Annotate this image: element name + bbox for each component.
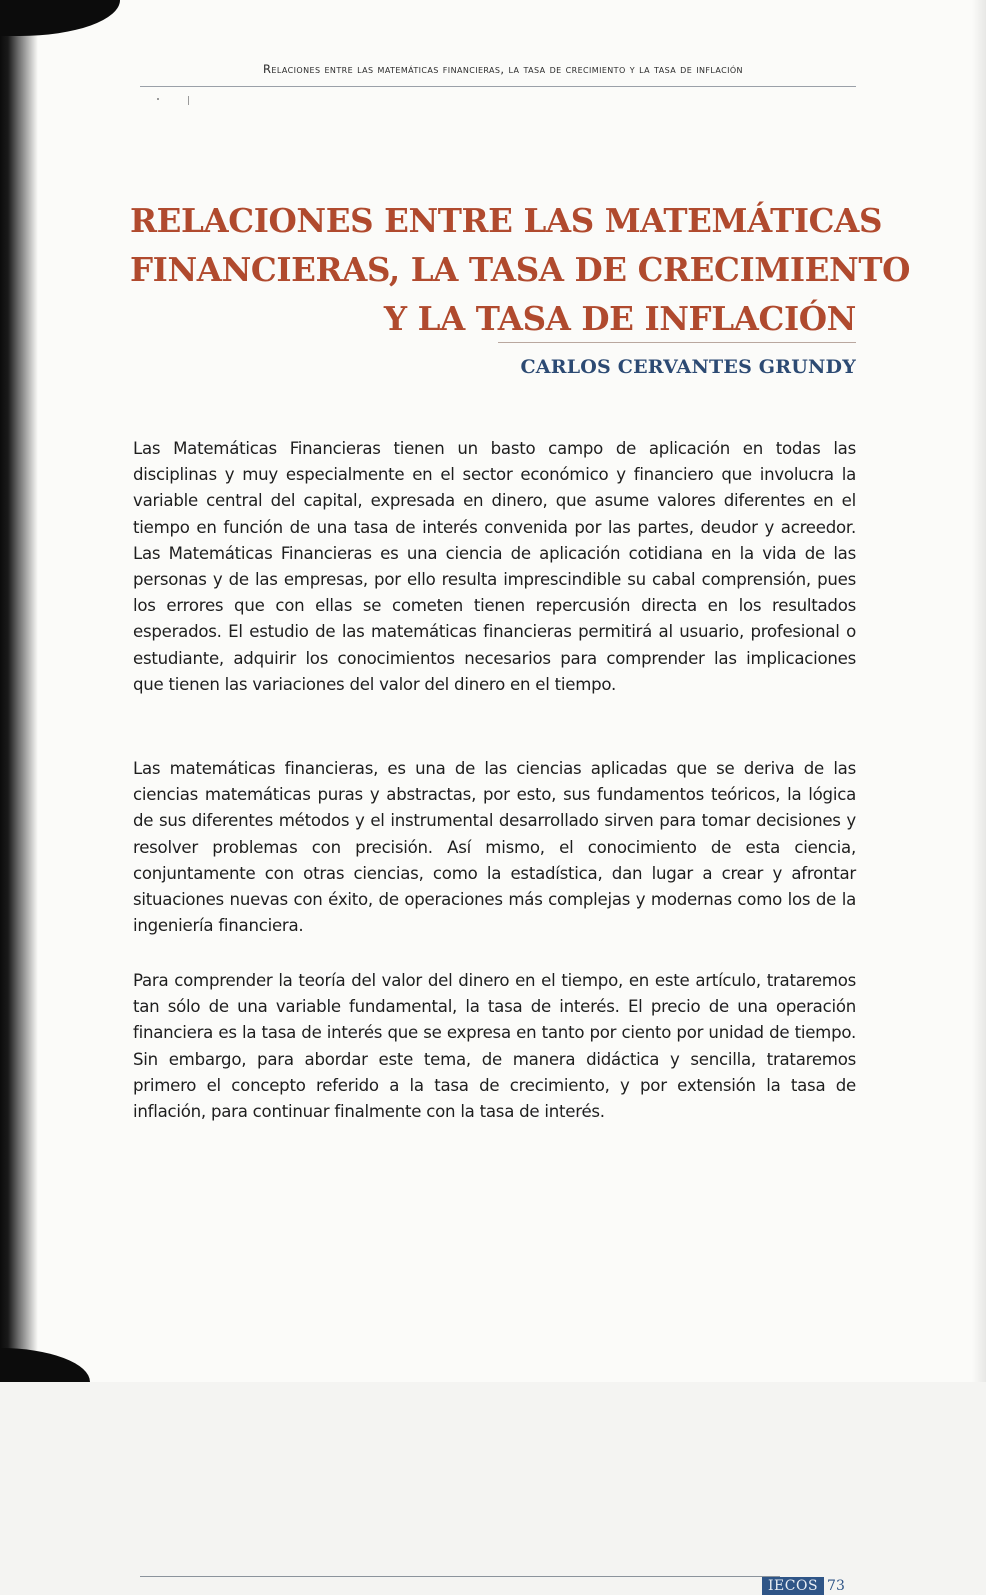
scan-speck	[188, 96, 189, 105]
article-title	[130, 196, 911, 343]
body-paragraph: Para comprender la teoría del valor del dinero en el tiempo, en este artículo, trataremos tan sólo de una variable fundamental, la tasa de interés. El precio de una operación financiera es la tasa de interés que se expresa en tanto por ciento por unidad de tiempo. Sin embargo, para abordar este tema, de manera didáctica y sencilla, trataremos primero el concepto referido a la tasa de crecimiento, y por extensión la tasa de inflación, para continuar finalmente con la tasa de interés.	[133, 971, 856, 1122]
author-name: CARLOS CERVANTES GRUNDY	[520, 356, 856, 378]
page-number: 73	[827, 1578, 845, 1594]
title-line: FINANCIERAS, LA TASA DE CRECIMIENTO	[130, 250, 911, 289]
scan-corner-top	[0, 0, 120, 36]
journal-badge: IECOS	[762, 1577, 824, 1595]
header-rule	[140, 86, 856, 87]
title-line: RELACIONES ENTRE LAS MATEMÁTICAS	[130, 201, 883, 240]
binding-shadow	[0, 0, 38, 1382]
title-line: Y LA TASA DE INFLACIÓN	[383, 299, 856, 338]
footer-rule	[140, 1576, 780, 1577]
body-paragraph: Las matemáticas financieras, es una de las ciencias aplicadas que se deriva de las ciencias matemáticas puras y abstractas, por esto, sus fundamentos teóricos, la lógica de sus diferentes métodos y el instrumental desarrollado sirven para tomar decisiones y resolver problemas con precisión. Así mismo, el conocimiento de esta ciencia, conjuntamente con otras ciencias, como la estadística, dan lugar a crear y afrontar situaciones nuevas con éxito, de operaciones más complejas y modernas como los de la ingeniería financiera.	[133, 759, 856, 936]
page-edge	[972, 0, 986, 1382]
scan-corner-bottom	[0, 1348, 90, 1382]
scan-speck	[157, 98, 159, 100]
title-rule	[498, 342, 856, 343]
body-paragraph: Las Matemáticas Financieras tienen un basto campo de aplicación en todas las disciplinas y muy especialmente en el sector económico y financiero que involucra la variable central del capital, expresada en dinero, que asume valores diferentes en el tiempo en función de una tasa de interés convenida por las partes, deudor y acreedor. Las Matemáticas Financieras es una ciencia de aplicación cotidiana en la vida de las personas y de las empresas, por ello resulta imprescindible su cabal comprensión, pues los errores que con ellas se cometen tienen repercusión directa en los resultados esperados. El estudio de las matemáticas financieras permitirá al usuario, profesional o estudiante, adquirir los conocimientos necesarios para comprender las implicaciones que tienen las variaciones del valor del dinero en el tiempo.	[133, 439, 856, 694]
page-footer	[762, 1577, 845, 1595]
running-header: Relaciones entre las matemáticas financieras, la tasa de crecimiento y la tasa de inflación	[263, 62, 743, 76]
